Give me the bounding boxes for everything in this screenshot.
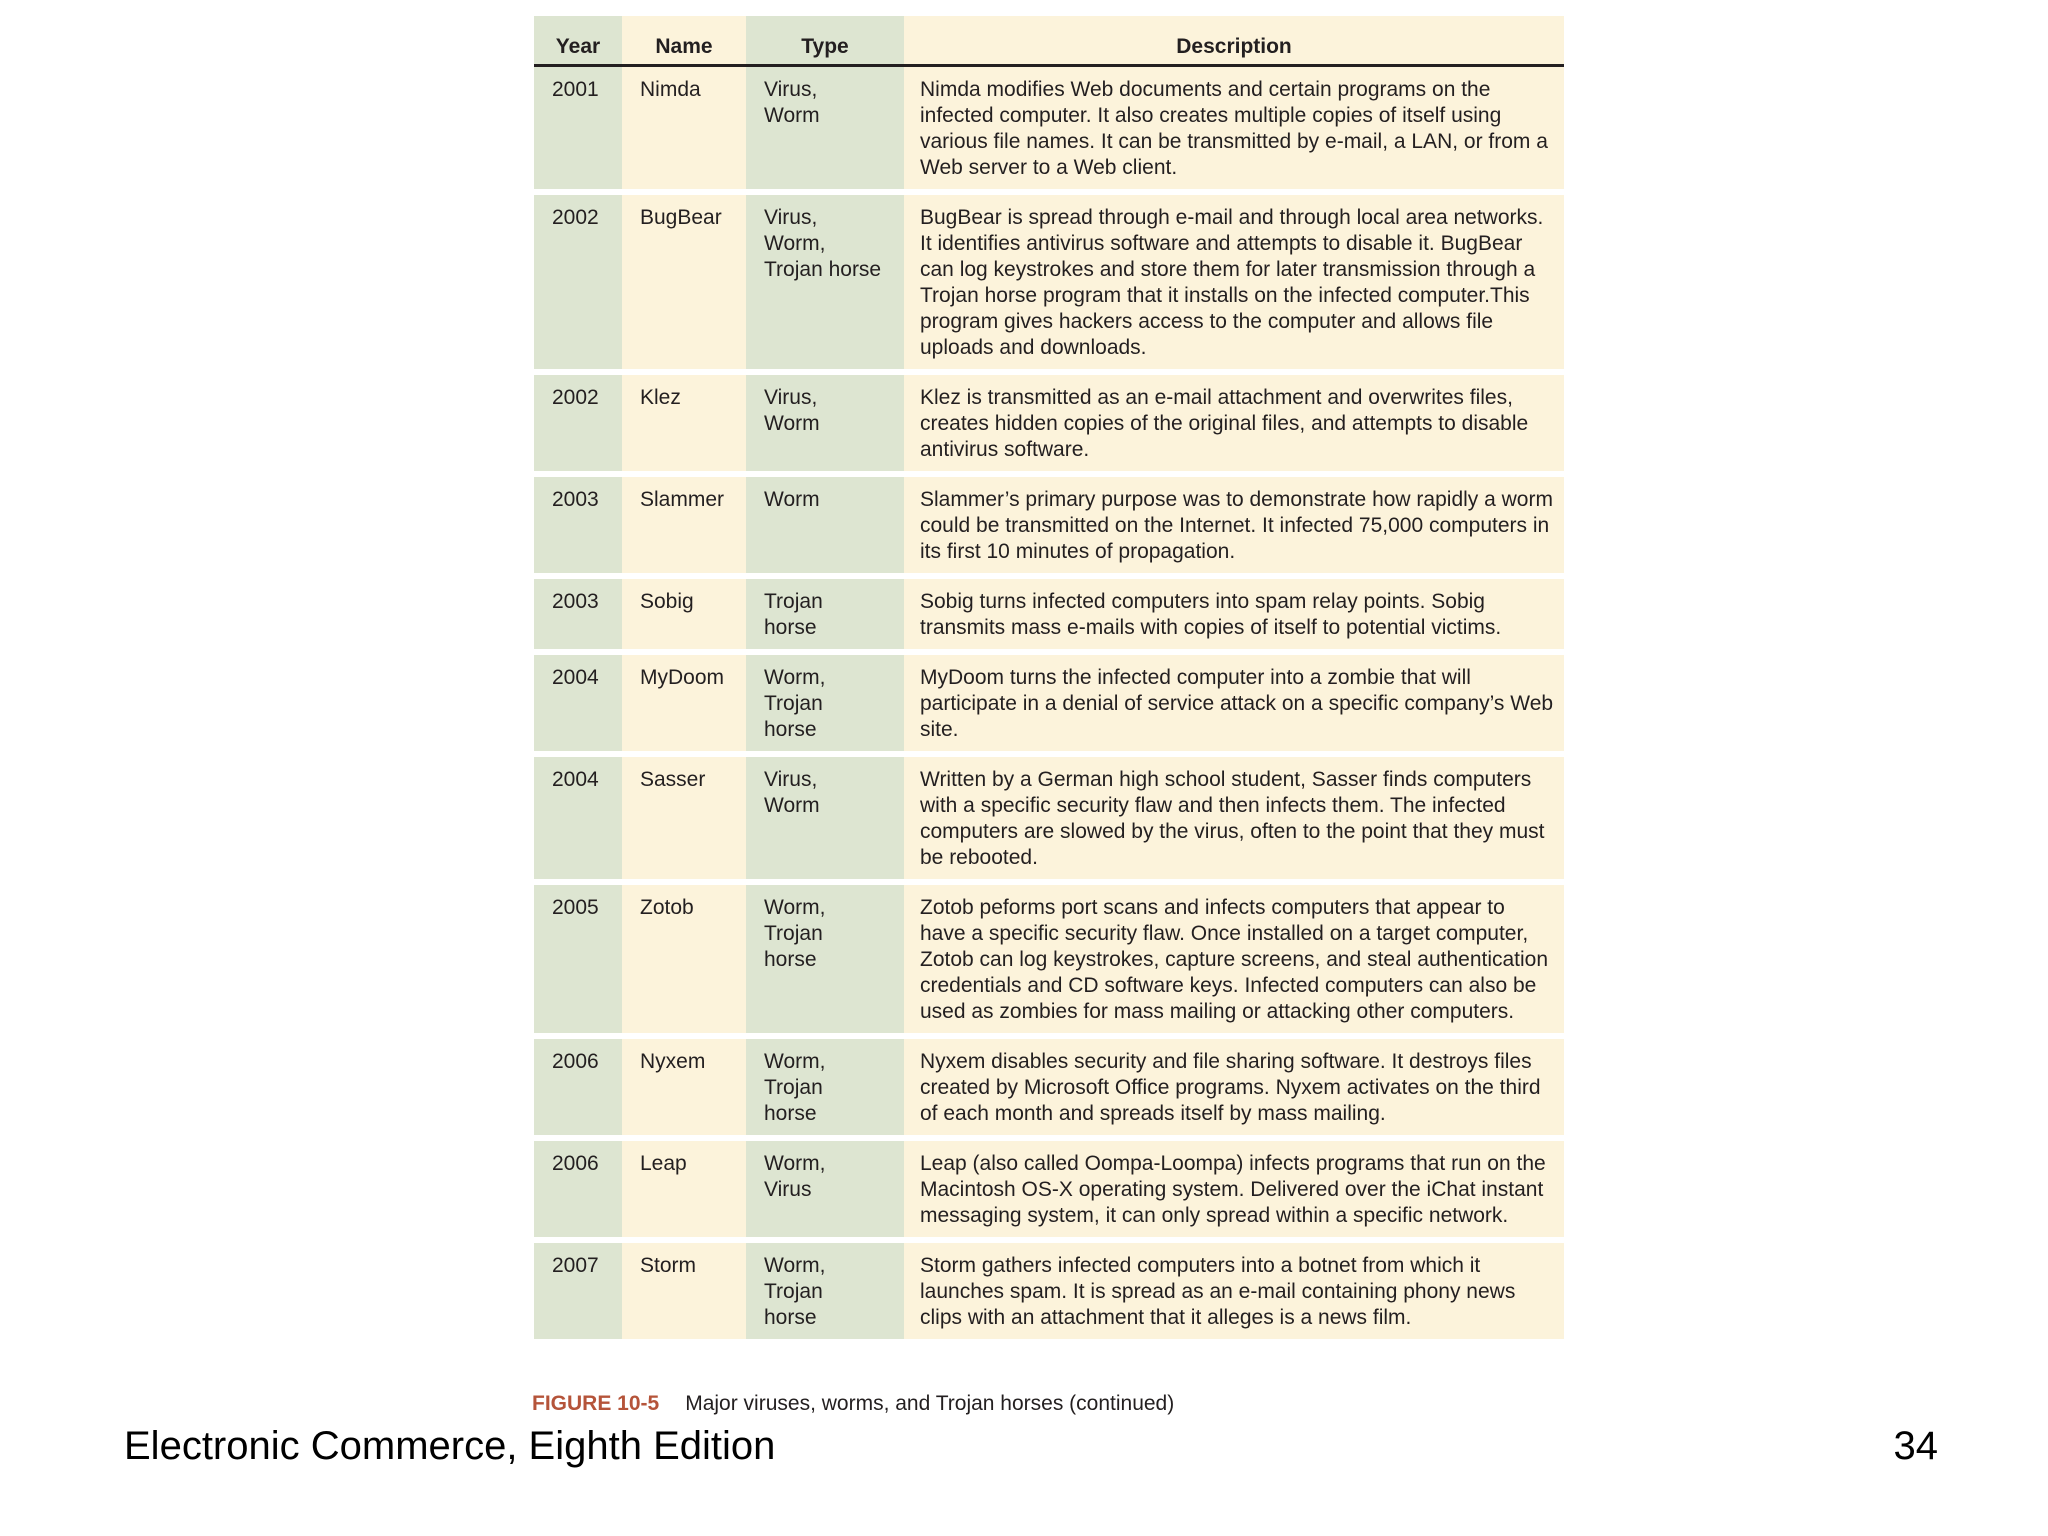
page-number: 34 [1893, 1424, 1938, 1468]
cell-type [746, 882, 904, 1036]
header-description: Description [904, 16, 1564, 66]
cell-name: Storm [622, 1240, 746, 1339]
cell-year: 2003 [534, 576, 622, 652]
table-row [534, 754, 1564, 882]
footer-book-title: Electronic Commerce, Eighth Edition [124, 1424, 776, 1468]
cell-description: Leap (also called Oompa-Loompa) infects programs that run on the Macintosh OS-X operating system. Delivered over the iChat instant messaging system, it can only spread within a specific network. [904, 1138, 1564, 1240]
cell-year: 2004 [534, 652, 622, 754]
type-line: Worm [764, 104, 820, 127]
table-row [534, 66, 1564, 193]
cell-type [746, 474, 904, 576]
type-line: Worm, [764, 1152, 826, 1175]
type-line: Trojan [764, 590, 823, 613]
table-row [534, 882, 1564, 1036]
type-line: Worm [764, 794, 820, 817]
type-line: Virus, [764, 78, 818, 101]
type-line: Virus, [764, 768, 818, 791]
type-line: Worm [764, 488, 820, 511]
table-row [534, 192, 1564, 372]
header-type: Type [746, 16, 904, 66]
cell-description: MyDoom turns the infected computer into a zombie that will participate in a denial of service attack on a specific company’s Web site. [904, 652, 1564, 754]
type-line: horse [764, 616, 817, 639]
type-line: Worm, [764, 232, 826, 255]
type-line: Trojan [764, 1076, 823, 1099]
table-row [534, 1240, 1564, 1339]
cell-description: Nimda modifies Web documents and certain programs on the infected computer. It also creates multiple copies of itself using various file names. It can be transmitted by e-mail, a LAN, or from a Web server to a Web client. [904, 66, 1564, 193]
cell-year: 2003 [534, 474, 622, 576]
cell-year: 2007 [534, 1240, 622, 1339]
table-header-row [534, 16, 1564, 66]
cell-name: Slammer [622, 474, 746, 576]
header-year: Year [534, 16, 622, 66]
type-line: Virus, [764, 386, 818, 409]
type-line: horse [764, 1102, 817, 1125]
cell-name: BugBear [622, 192, 746, 372]
cell-name: Nyxem [622, 1036, 746, 1138]
type-line: horse [764, 718, 817, 741]
cell-description: Written by a German high school student, Sasser finds computers with a specific security flaw and then infects them. The infected computers are slowed by the virus, often to the point that they must be rebooted. [904, 754, 1564, 882]
cell-year: 2002 [534, 192, 622, 372]
table-body [534, 66, 1564, 1340]
type-line: Virus, [764, 206, 818, 229]
type-line: Trojan [764, 1280, 823, 1303]
cell-type [746, 372, 904, 474]
header-name: Name [622, 16, 746, 66]
cell-year: 2001 [534, 66, 622, 193]
cell-description: BugBear is spread through e-mail and through local area networks. It identifies antivirus software and attempts to disable it. BugBear can log keystrokes and store them for later transmission through a Trojan horse program that it installs on the infected computer.This program gives hackers access to the computer and allows file uploads and downloads. [904, 192, 1564, 372]
type-line: Worm, [764, 666, 826, 689]
cell-description: Slammer’s primary purpose was to demonstrate how rapidly a worm could be transmitted on the Internet. It infected 75,000 computers in its first 10 minutes of propagation. [904, 474, 1564, 576]
cell-description: Klez is transmitted as an e-mail attachment and overwrites files, creates hidden copies of the original files, and attempts to disable antivirus software. [904, 372, 1564, 474]
figure-caption [532, 1392, 1174, 1416]
cell-type [746, 1240, 904, 1339]
cell-description: Zotob peforms port scans and infects computers that appear to have a specific security flaw. Once installed on a target computer, Zotob can log keystrokes, capture screens, and steal authentication credentials and CD software keys. Infected computers can also be used as zombies for mass mailing or attacking other computers. [904, 882, 1564, 1036]
figure-caption-text: Major viruses, worms, and Trojan horses (continued) [685, 1392, 1175, 1415]
malware-figure [534, 16, 1564, 1339]
cell-year: 2002 [534, 372, 622, 474]
cell-type [746, 192, 904, 372]
cell-type [746, 754, 904, 882]
type-line: Trojan horse [764, 258, 882, 281]
type-line: Trojan [764, 922, 823, 945]
cell-type [746, 66, 904, 193]
table-row [534, 474, 1564, 576]
cell-description: Sobig turns infected computers into spam relay points. Sobig transmits mass e-mails with copies of itself to potential victims. [904, 576, 1564, 652]
cell-name: Sasser [622, 754, 746, 882]
figure-label: FIGURE 10-5 [532, 1392, 660, 1415]
table-row [534, 1138, 1564, 1240]
type-line: Worm, [764, 896, 826, 919]
cell-name: Zotob [622, 882, 746, 1036]
type-line: Virus [764, 1178, 812, 1201]
cell-description: Storm gathers infected computers into a botnet from which it launches spam. It is spread as an e-mail containing phony news clips with an attachment that it alleges is a news film. [904, 1240, 1564, 1339]
cell-type [746, 1138, 904, 1240]
table-row [534, 652, 1564, 754]
malware-table [534, 16, 1564, 1339]
type-line: horse [764, 948, 817, 971]
cell-name: Klez [622, 372, 746, 474]
cell-year: 2004 [534, 754, 622, 882]
cell-type [746, 652, 904, 754]
cell-year: 2005 [534, 882, 622, 1036]
cell-name: Sobig [622, 576, 746, 652]
cell-type [746, 1036, 904, 1138]
cell-name: Nimda [622, 66, 746, 193]
table-row [534, 372, 1564, 474]
cell-year: 2006 [534, 1036, 622, 1138]
type-line: Worm, [764, 1050, 826, 1073]
cell-name: Leap [622, 1138, 746, 1240]
cell-name: MyDoom [622, 652, 746, 754]
table-row [534, 1036, 1564, 1138]
cell-year: 2006 [534, 1138, 622, 1240]
table-row [534, 576, 1564, 652]
cell-type [746, 576, 904, 652]
type-line: Worm [764, 412, 820, 435]
type-line: horse [764, 1306, 817, 1329]
type-line: Trojan [764, 692, 823, 715]
cell-description: Nyxem disables security and file sharing software. It destroys files created by Microsoft Office programs. Nyxem activates on the third of each month and spreads itself by mass mailing. [904, 1036, 1564, 1138]
type-line: Worm, [764, 1254, 826, 1277]
